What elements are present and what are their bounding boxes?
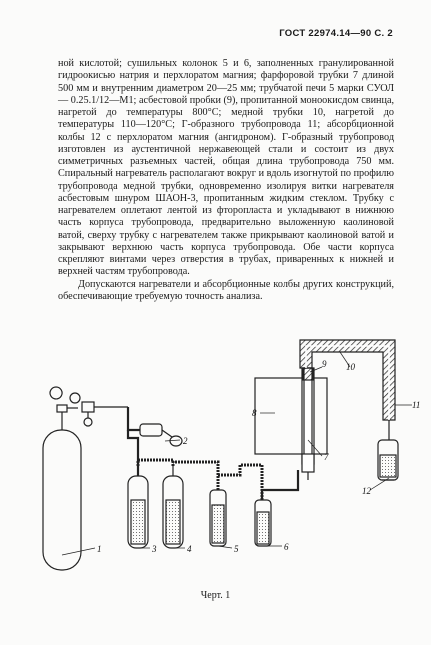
drying-column-5 (210, 490, 226, 546)
paragraph-1: ной кислотой; сушильных колонок 5 и 6, заполненных гранулированной гидроокисью натрия и перхлоратом магния; фарфоровой трубки 7 длиной 500 мм и внутренним диаметром 20—25 мм; трубчатой печи 5 марки СУОЛ — 0.25.1/12—М1; асбестовой пробки (9), пропитанной моноокисдом свинца, нагретой до температуры 800°С; медной трубки 10, нагретой до температуры 110—120°С; Г-образного трубопровода 11; абсорбционной колбы 12 с перхлоратом магния (ангидроном). Г-образный трубопровод изготовлен из аустентичной нержавеющей стали и состоит из двух симметричных разъемных частей, общая длина трубопровода 750 мм. Спиральный нагреватель располагают вокруг и вдоль изогнутой по профилю трубопровода медной трубки, одновременно изолируя витки нагревателя асбестовым шнуром ШАОН-3, пропитанным жидким стеклом. Трубку с нагревателем оплетают лентой из фторопласта и укладывают в нижнюю часть корпуса трубопровода, предварительно выложенную каолиновой ватой, сверху трубку с нагревателем также прикрывают каолиновой ватой и закрывают верхнюю часть корпуса трубопровода. Обе части корпуса скрепляют винтами через отверстия в трубах, приваренных к нижней и верхней частям трубопровода. (58, 58, 395, 278)
paragraph-2: Допускаются нагреватели и абсорбционные колбы других конструкций, обеспечивающие требуемую точность анализа. (58, 278, 394, 302)
pressure-valve (82, 402, 128, 426)
absorber-3 (128, 466, 148, 548)
drying-column-6 (255, 500, 271, 546)
label-12: 12 (362, 486, 371, 496)
asbestos-plug-9 (303, 368, 313, 380)
label-5: 5 (234, 544, 239, 554)
label-10: 10 (346, 362, 355, 372)
label-1: 1 (97, 544, 102, 554)
porcelain-tube-7 (302, 454, 314, 480)
label-3: 3 (152, 544, 157, 554)
label-9: 9 (322, 359, 327, 369)
absorber-4 (163, 466, 183, 548)
page-header: ГОСТ 22974.14—90 С. 2 (279, 28, 393, 39)
label-2: 2 (183, 436, 188, 446)
label-6: 6 (284, 542, 289, 552)
label-4: 4 (187, 544, 192, 554)
label-7: 7 (324, 452, 329, 462)
label-8: 8 (252, 408, 257, 418)
label-11: 11 (412, 400, 421, 410)
bubbler-2 (140, 424, 182, 446)
figure-caption: Черт. 1 (200, 590, 231, 601)
gas-cylinder (43, 387, 81, 570)
absorption-flask-12 (378, 420, 398, 480)
